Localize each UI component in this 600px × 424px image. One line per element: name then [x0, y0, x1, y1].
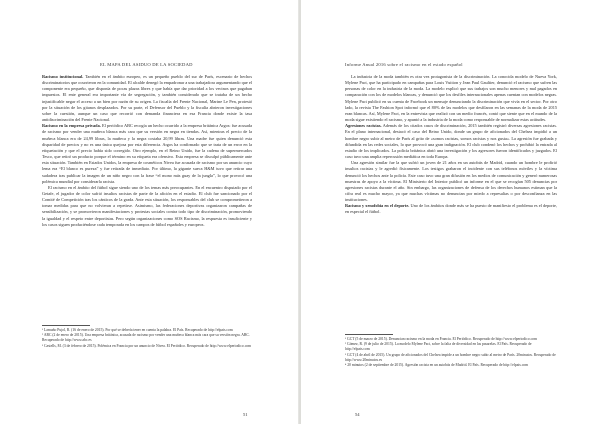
paragraph-text: El racismo en el ámbito del fútbol sigue siendo uno de los temas más preocupantes. En el encuentro disputado por el Getafe, el jugador de color sufrió insultos racistas de parte de la afición en el estadio. El club fue sancionado por el Comité de Competición tras los cánticos de la grada. Ante esta situación, los responsables del club se comprometieron a tomar medidas para que no volvieran a repetirse. Asimismo, las federaciones deportivas organizaron campañas de sensibilización, y se promovieron manifestaciones y protestas sociales contra todo tipo de discriminación, promoviendo la igualdad y el respeto entre deportistas. Pero según organizaciones como SOS Racismo, la respuesta es insuficiente y los casos siguen produciéndose cada temporada en los campos de fútbol españoles y europeos. — [42, 184, 252, 227]
footnote: ² Gómez, R. (9 de julio de 2015). La modelo Mylene Pact, sobre la falta de diversidad en las pasarelas. El País. Recuperado de http://elpais.com — [345, 342, 532, 352]
right-page — [301, 0, 600, 424]
paragraph — [345, 123, 557, 160]
paragraph — [345, 74, 557, 123]
paragraph-text: La industria de la moda también es otra vez protagonista de la discriminación. La conocida modelo de Nueva York, Mylene Pact, que ha participado en campañas para Louis Vuitton y Jean Paul Gaultier, denunció el racismo que sufren las personas de color en la industria de la moda. La modelo explicó que sus trabajos son mucho menores y mal pagados en comparación con los de modelos blancas, y denunció que los desfiles internacionales apenas cuentan con modelos negras. Mylene Pact publicó en su cuenta de Facebook un mensaje denunciando la discriminación que vivía en el sector. Por otro lado, la revista The Fashion Spot informó que el 80% de las modelos que desfilaron en las semanas de la moda de 2015 eran blancas. Así, Mylene Pact, en la entrevista que realizó con un medio francés, contó que siente que en el mundo de la moda sigue existiendo el racismo, y apuntó a la industria de la moda como responsable de normalizar estas actitudes. — [345, 74, 557, 123]
footnote: ¹ GCT (5 de marzo de 2015). Denuncian racismo en la moda en Francia. El Periódico. Recuperado de http://www.elperiodico.com — [345, 337, 537, 341]
footnotes — [345, 337, 557, 368]
running-head: EL MAPA DEL ASIDUO DE LA SOCIEDAD — [100, 62, 193, 67]
paragraph-text: Uno de los ámbitos donde más se ha puesto de manifiesto el problema es el deporte, en especial el fútbol. — [345, 203, 557, 215]
footnote: ³ Castells, M. (3 de febrero de 2015). Polémica en Francia por un anuncio de Nivea. El Periódico. Recuperado de http://www.elperiodico.com — [42, 343, 252, 348]
footnote-divider — [345, 334, 393, 335]
footnote: ² ABC (2 de enero de 2015). Una empresa británica, acusada de racismo por vender una muñeca blanca más cara que su versión negra. ABC. Recuperado de http://www.abc.es — [42, 333, 250, 343]
footnote: ¹ Lamuño Pujol, R. (16 de enero de 2015). Por qué se debería tener en cuenta la palabra. El País. Recuperado de http://elpais.com — [42, 328, 233, 332]
running-head: Informe Anual 2016 sobre el racismo en el estado español — [345, 62, 463, 67]
paragraph-text: Además de los citados casos de discriminación, 2015 también registró diversas agresiones racistas. En el plano internacional, destacó el caso del Reino Unido, donde un grupo de aficionados del Chelsea impidió a un hombre negro subir al metro de París al grito de «somos racistas, somos racistas y nos gusta». La agresión fue grabada y difundida en las redes sociales, lo que provocó una gran indignación. El club condenó los hechos y prohibió la entrada al estadio de los implicados. La policía británica abrió una investigación y los agresores fueron identificados y juzgados. El caso tuvo una amplia repercusión mediática en toda Europa. — [345, 123, 557, 160]
paragraph-text: Una agresión similar fue la que sufrió un joven de 21 años en un autobús de Madrid, cuando un hombre le profirió insultos racistas y le agredió físicamente. Los testigos grabaron el incidente con sus teléfonos móviles y la víctima denunció los hechos ante la policía. Este caso tuvo una gran difusión en los medios de comunicación y generó numerosas muestras de apoyo a la víctima. El Ministerio del Interior publicó un informe en el que se recogían 505 denuncias por agresiones racistas durante el año. Sin embargo, las organizaciones de defensa de los derechos humanos estiman que la cifra real es mucho mayor, ya que muchas víctimas no denuncian por miedo a represalias o por desconfianza en las instituciones. — [345, 160, 557, 203]
footnote: ³ GCT (4 de abril de 2015). Un grupo de aficionados del Chelsea impide a un hombre negro subir al metro de París. 20minutos. Recuperado de http://www.20minutos.es — [345, 352, 556, 362]
paragraph — [42, 123, 252, 185]
left-page — [0, 0, 299, 424]
paragraph-heading: Racismo en la empresa privada. — [42, 123, 101, 129]
paragraph — [345, 160, 557, 203]
body-text — [345, 74, 557, 216]
paragraph — [42, 74, 252, 123]
paragraph — [345, 203, 557, 215]
body-text — [42, 74, 252, 228]
footnotes — [42, 328, 252, 349]
footnote-divider — [42, 325, 90, 326]
paragraph-heading: Agresiones racistas. — [345, 123, 382, 129]
paragraph-text: También en el ámbito europeo, es un pequeño pueblo del sur de París, escenario de hechos discriminatorios que ocurrieron en la comunidad. El alcalde denegó la empadronar a una trabajadora argumentando que el componente era pequeño, que disponía de pocas plazas libres y que había que dar prioridad a los vecinos que pagaban impuestos. El ente general era importante vía de segregación, y también considerado que se trataba de un hecho injustificable negar el acceso a un bien por razón de su origen. La fiscalía del Frente Nacional, Marine Le Pen, protestó por la situación de los gitanos desplazados. Por su parte, el Defensor del Pueblo y la fiscalía abrieron investigaciones sobre la cuestión, aunque un caso que recorrió con demanda financiera en esa Francia donde existe la tasa antidiscriminación del Frente Nacional. — [42, 74, 252, 123]
paragraph-heading: Racismo institucional. — [42, 74, 84, 79]
paragraph — [42, 185, 252, 228]
paragraph-text: El periódico ABC recogía un hecho ocurrido a la empresa británica Argos: fue acusada de racismo por vender una muñeca blanca más cara que su versión en negra en tiendas. Así, mientras el precio de la muñeca blanca era de 24,99 libras, la muñeca y la negra costaba 20,99 libras. Una madre fue quien denunció esta disparidad de precios y no es una única quejosa por esta diferencia. Argos ha confirmado que se trata de un error en la etiquetación y que el precio había sido corregido. Otro ejemplo, en el Reino Unido, fue la cadena de supermercados Tesco, que retiró un producto porque el término en su etiqueta era ofensivo. Esta empresa se disculpó públicamente ante esta situación. También en Estados Unidos, la empresa de cosméticos Nivea fue acusada de racismo por un anuncio cuyo lema era “El blanco es pureza” y fue retirada de inmediato. Por último, la gigante sueca H&M tuvo que retirar una sudadera tras publicar la imagen de un niño negro con la frase “el mono más guay de la jungla”, lo que provocó una polémica mundial por considerarla racista. — [42, 123, 252, 184]
footnote: ⁴ 20 minutos (2 de septiembre de 2015). Agresión racista en un autobús de Madrid. El País. Recuperado de http://elpais.com — [345, 363, 529, 368]
paragraph-heading: Racismo y xenofobia en el deporte. — [345, 203, 410, 209]
page-number: 54 — [355, 412, 360, 417]
page-number: 51 — [243, 412, 248, 417]
